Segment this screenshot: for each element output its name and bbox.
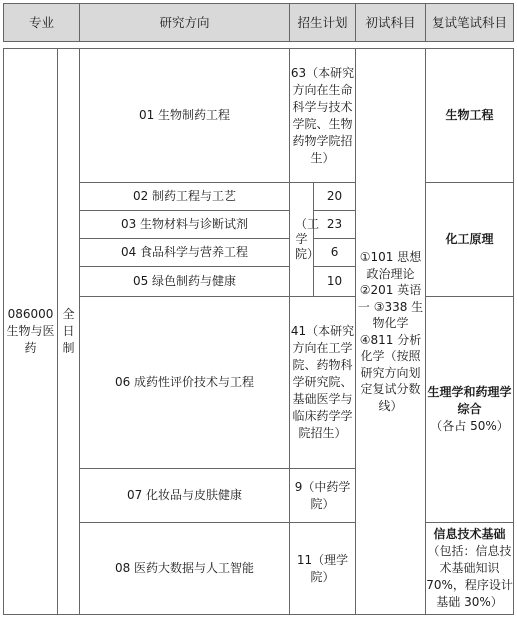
direction-07: 07 化妆品与皮肤健康 [80, 469, 290, 523]
table-row [4, 297, 514, 469]
header-retest: 复试笔试科目 [426, 4, 514, 42]
quota-01: 63（本研究方向在生命科学与技术学院、生物药物学院招生） [290, 49, 356, 183]
header-gap [4, 42, 514, 49]
quota-05: 10 [314, 267, 356, 297]
retest-subject-1: 生物工程 [426, 49, 514, 183]
quota-08: 11（理学院） [290, 523, 356, 615]
table-row [4, 523, 514, 615]
retest-subject-3: 生理学和药理学综合 （各占 50%） [426, 297, 514, 523]
direction-03: 03 生物材料与诊断试剂 [80, 211, 290, 239]
initial-exam-subjects: ①101 思想政治理论 ②201 英语一 ③338 生物化学 ④811 分析化学（按照研究方向划定复试分数线） [356, 49, 426, 615]
direction-02: 02 制药工程与工艺 [80, 183, 290, 211]
quota-06: 41（本研究方向在工学院、药物科学研究院、基础医学与临床药学学院招生） [290, 297, 356, 469]
table-row [4, 49, 514, 183]
direction-01: 01 生物制药工程 [80, 49, 290, 183]
direction-06: 06 成药性评价技术与工程 [80, 297, 290, 469]
quota-02: 20 [314, 183, 356, 211]
direction-05: 05 绿色制药与健康 [80, 267, 290, 297]
header-row [4, 4, 514, 42]
study-mode: 全日制 [58, 49, 80, 615]
major-code-name: 086000 生物与医药 [4, 49, 58, 615]
quota-07: 9（中药学院） [290, 469, 356, 523]
admission-table [3, 3, 514, 615]
table-row [4, 183, 514, 211]
quota-04: 6 [314, 239, 356, 267]
header-quota: 招生计划 [290, 4, 356, 42]
retest-subject-4: 信息技术基础 （包括：信息技术基础知识 70%，程序设计基础 30%） [426, 523, 514, 615]
direction-04: 04 食品科学与营养工程 [80, 239, 290, 267]
header-major: 专业 [4, 4, 80, 42]
quota-03: 23 [314, 211, 356, 239]
header-direction: 研究方向 [80, 4, 290, 42]
retest-subject-2: 化工原理 [426, 183, 514, 297]
group-quota-note: （工学院） [290, 183, 314, 297]
direction-08: 08 医药大数据与人工智能 [80, 523, 290, 615]
header-initial-exam: 初试科目 [356, 4, 426, 42]
